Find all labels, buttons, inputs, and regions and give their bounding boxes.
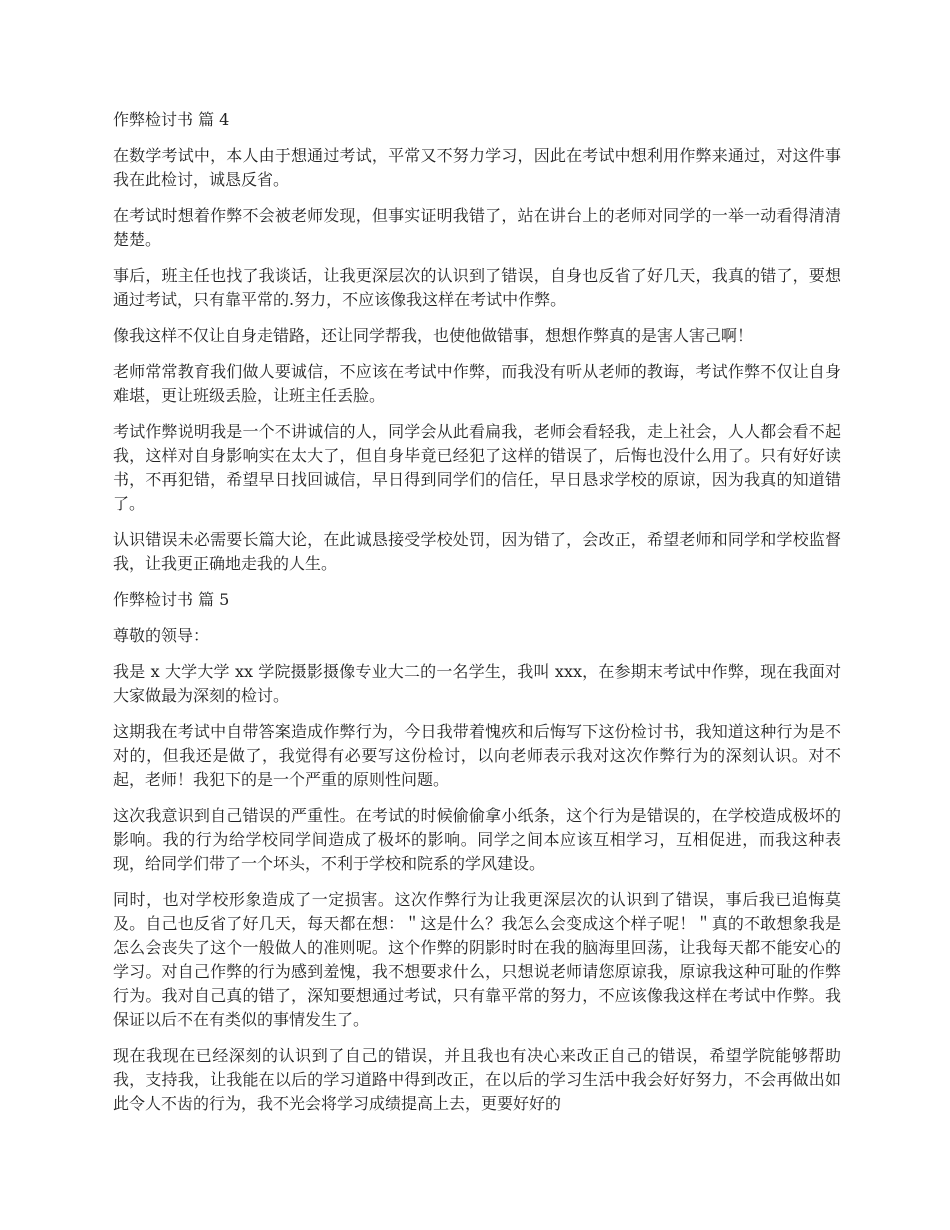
section-5-paragraph-1: 我是 x 大学大学 xx 学院摄影摄像专业大二的一名学生，我叫 xxx，在参期末考试中作弊，现在我面对大家做最为深刻的检讨。 xyxy=(113,662,841,705)
section-4-paragraph-7: 认识错误未必需要长篇大论，在此诚恳接受学校处罚，因为错了，会改正，希望老师和同学和学校监督我，让我更正确地走我的人生。 xyxy=(113,530,841,573)
section-5-paragraph-3: 这次我意识到自己错误的严重性。在考试的时候偷偷拿小纸条，这个行为是错误的，在学校造成极坏的影响。我的行为给学校同学间造成了极坏的影响。同学之间本应该互相学习，互相促进，而我这种表现，给同学们带了一个坏头，不利于学校和院系的学风建设。 xyxy=(113,806,841,873)
section-4-paragraph-5: 老师常常教育我们做人要诚信，不应该在考试中作弊，而我没有听从老师的教诲，考试作弊不仅让自身难堪，更让班级丢脸，让班主任丢脸。 xyxy=(113,362,841,405)
section-4-paragraph-4: 像我这样不仅让自身走错路，还让同学帮我，也使他做错事，想想作弊真的是害人害己啊！ xyxy=(113,326,754,345)
section-4-paragraph-2: 在考试时想着作弊不会被老师发现，但事实证明我错了，站在讲台上的老师对同学的一举一动看得清清楚楚。 xyxy=(113,206,841,249)
section-5-title: 作弊检讨书 篇 5 xyxy=(113,590,230,609)
section-5-greeting: 尊敬的领导： xyxy=(113,626,210,645)
section-4-paragraph-3: 事后，班主任也找了我谈话，让我更深层次的认识到了错误，自身也反省了好几天，我真的错了，要想通过考试，只有靠平常的.努力，不应该像我这样在考试中作弊。 xyxy=(113,266,841,309)
section-4-paragraph-6: 考试作弊说明我是一个不讲诚信的人，同学会从此看扁我，老师会看轻我，走上社会，人人都会看不起我，这样对自身影响实在太大了，但自身毕竟已经犯了这样的错误了，后悔也没什么用了。只有好好读书，不再犯错，希望早日找回诚信，早日得到同学们的信任，早日恳求学校的原谅，因为我真的知道错了。 xyxy=(113,422,841,513)
section-4-title: 作弊检讨书 篇 4 xyxy=(113,110,230,129)
section-5-paragraph-4: 同时，也对学校形象造成了一定损害。这次作弊行为让我更深层次的认识到了错误，事后我已追悔莫及。自己也反省了好几天，每天都在想：＂这是什么？我怎么会变成这个样子呢！＂真的不敢想象我是怎么会丧失了这个一般做人的准则呢。这个作弊的阴影时时在我的脑海里回荡，让我每天都不能安心的学习。对自己作弊的行为感到羞愧，我不想要求什么，只想说老师请您原谅我，原谅我这种可耻的作弊行为。我对自己真的错了，深知要想通过考试，只有靠平常的努力，不应该像我这样在考试中作弊。我保证以后不在有类似的事情发生了。 xyxy=(113,890,841,1029)
section-5-paragraph-2: 这期我在考试中自带答案造成作弊行为，今日我带着愧疚和后悔写下这份检讨书，我知道这种行为是不对的，但我还是做了，我觉得有必要写这份检讨，以向老师表示我对这次作弊行为的深刻认识。对不起，老师！我犯下的是一个严重的原则性问题。 xyxy=(113,722,841,789)
document-page xyxy=(113,108,841,1128)
section-5-paragraph-5: 现在我现在已经深刻的认识到了自己的错误，并且我也有决心来改正自己的错误，希望学院能够帮助我，支持我，让我能在以后的学习道路中得到改正，在以后的学习生活中我会好好努力，不会再做出如此令人不齿的行为，我不光会将学习成绩提高上去，更要好好的 xyxy=(113,1046,841,1113)
section-4-paragraph-1: 在数学考试中，本人由于想通过考试，平常又不努力学习，因此在考试中想利用作弊来通过，对这件事我在此检讨，诚恳反省。 xyxy=(113,146,841,189)
